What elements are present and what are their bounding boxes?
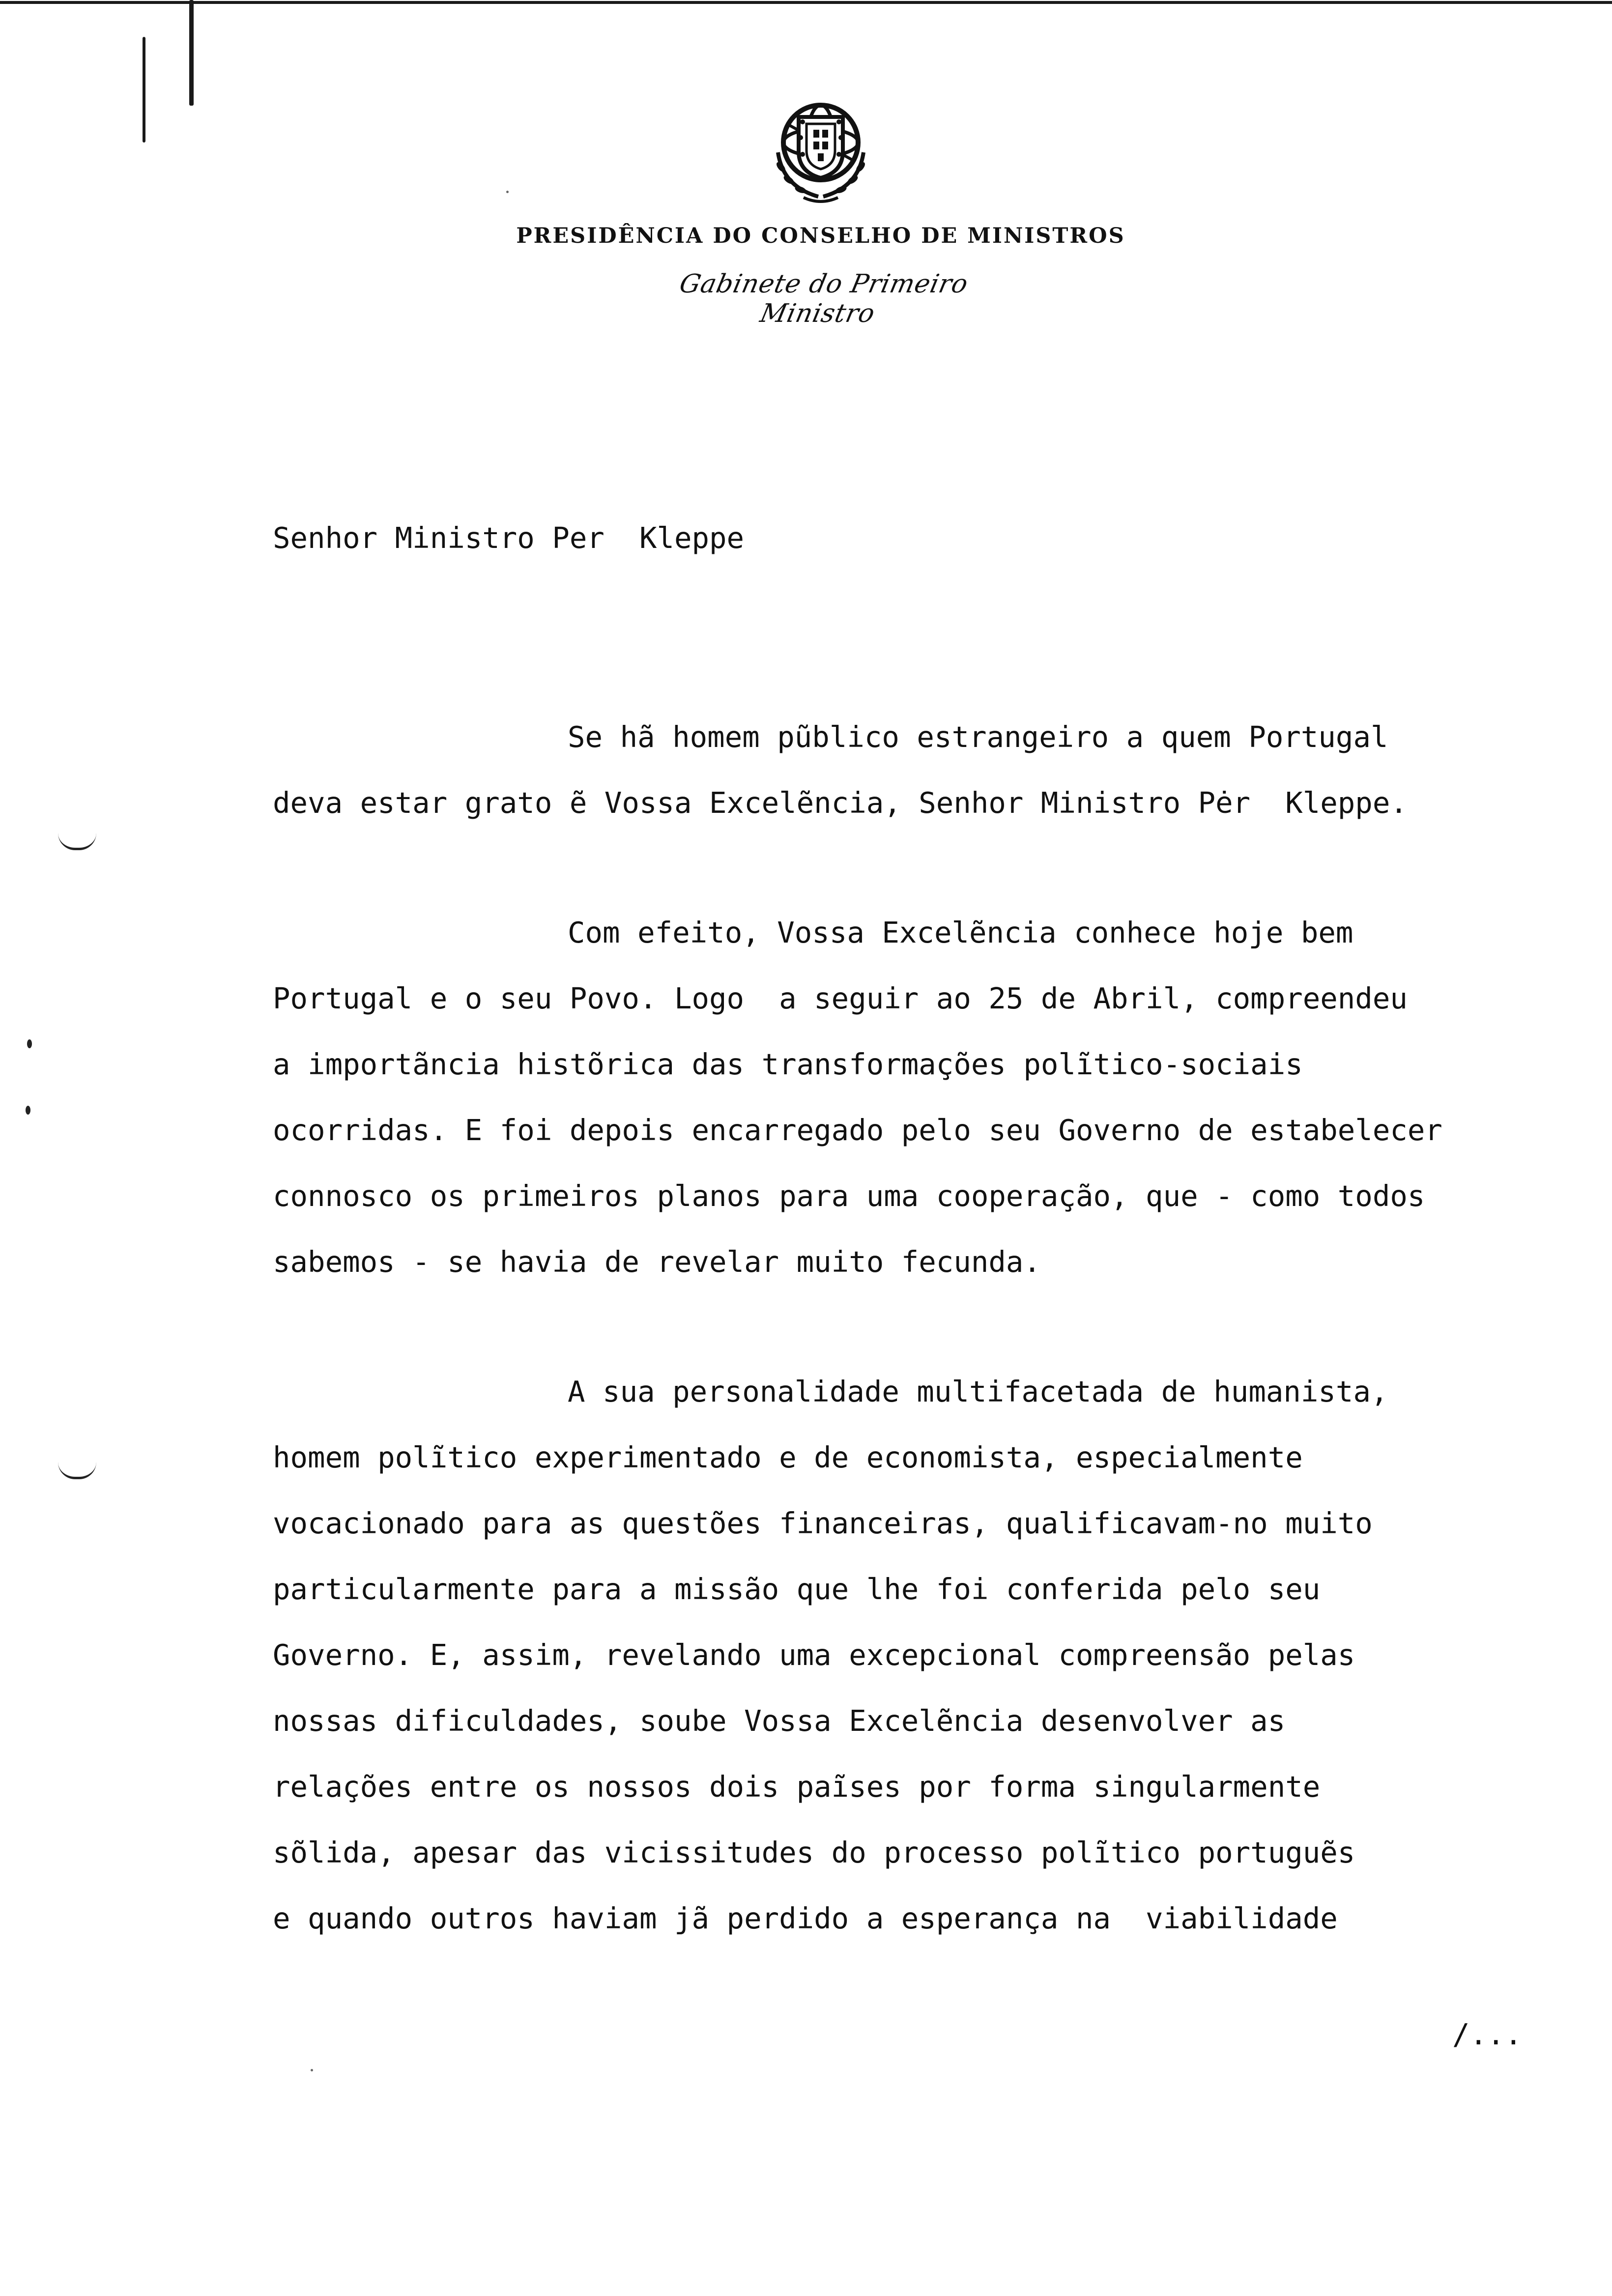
text-line: deva estar grato ẽ Vossa Excelẽncia, Senhor Ministro Pėr Kleppe. (273, 786, 1408, 820)
text-line: sõlida, apesar das vicissitudes do processo polĩtico portuguẽs (273, 1836, 1355, 1869)
scan-speck (506, 191, 509, 193)
office-name: Gabinete do Primeiro Ministro (677, 269, 971, 328)
pencil-arc-mark (58, 833, 96, 850)
continuation-mark: /... (1452, 2017, 1523, 2051)
text-line: a importãncia histõrica das transformações polĩtico-sociais (273, 1047, 1303, 1081)
organization-name: PRESIDÊNCIA DO CONSELHO DE MINISTROS (516, 224, 1125, 248)
text-line: Portugal e o seu Povo. Logo a seguir ao 25 de Abril, compreendeu (273, 981, 1408, 1015)
hole-punch-mark (27, 1039, 32, 1048)
hole-punch-mark (26, 1106, 30, 1115)
text-line: Governo. E, assim, revelando uma excepcional compreensão pelas (273, 1638, 1355, 1672)
text-line: particularmente para a missão que lhe foi conferida pelo seu (273, 1572, 1321, 1606)
text-line: Se hã homem pũblico estrangeiro a quem Portugal (568, 720, 1388, 754)
scan-speck (311, 2069, 313, 2071)
text-line: sabemos - se havia de revelar muito fecunda. (273, 1245, 1041, 1279)
scan-top-rule (0, 1, 1612, 4)
salutation: Senhor Ministro Per Kleppe (273, 521, 745, 555)
text-line: A sua personalidade multifacetada de humanista, (568, 1375, 1388, 1408)
text-line: connosco os primeiros planos para uma cooperação, que - como todos (273, 1179, 1425, 1213)
paragraph-3 (273, 1359, 1600, 1952)
paragraph-1 (273, 704, 1600, 836)
coat-of-arms-icon (764, 93, 877, 206)
paragraph-2 (273, 900, 1600, 1295)
text-line: vocacionado para as questões financeiras, qualificavam-no muito (273, 1506, 1373, 1540)
text-line: Com efeito, Vossa Excelẽncia conhece hoje bem (568, 916, 1353, 949)
text-line: relações entre os nossos dois paĩses por forma singularmente (273, 1770, 1321, 1804)
text-line: homem polĩtico experimentado e de economista, especialmente (273, 1440, 1303, 1474)
text-line: e quando outros haviam jã perdido a esperança na viabilidade (273, 1901, 1338, 1935)
pencil-mark (143, 37, 145, 143)
pencil-arc-mark (58, 1462, 96, 1479)
text-line: nossas dificuldades, soube Vossa Excelẽncia desenvolver as (273, 1704, 1286, 1738)
text-line: ocorridas. E foi depois encarregado pelo seu Governo de estabelecer (273, 1113, 1442, 1147)
scan-corner-mark (189, 0, 194, 106)
